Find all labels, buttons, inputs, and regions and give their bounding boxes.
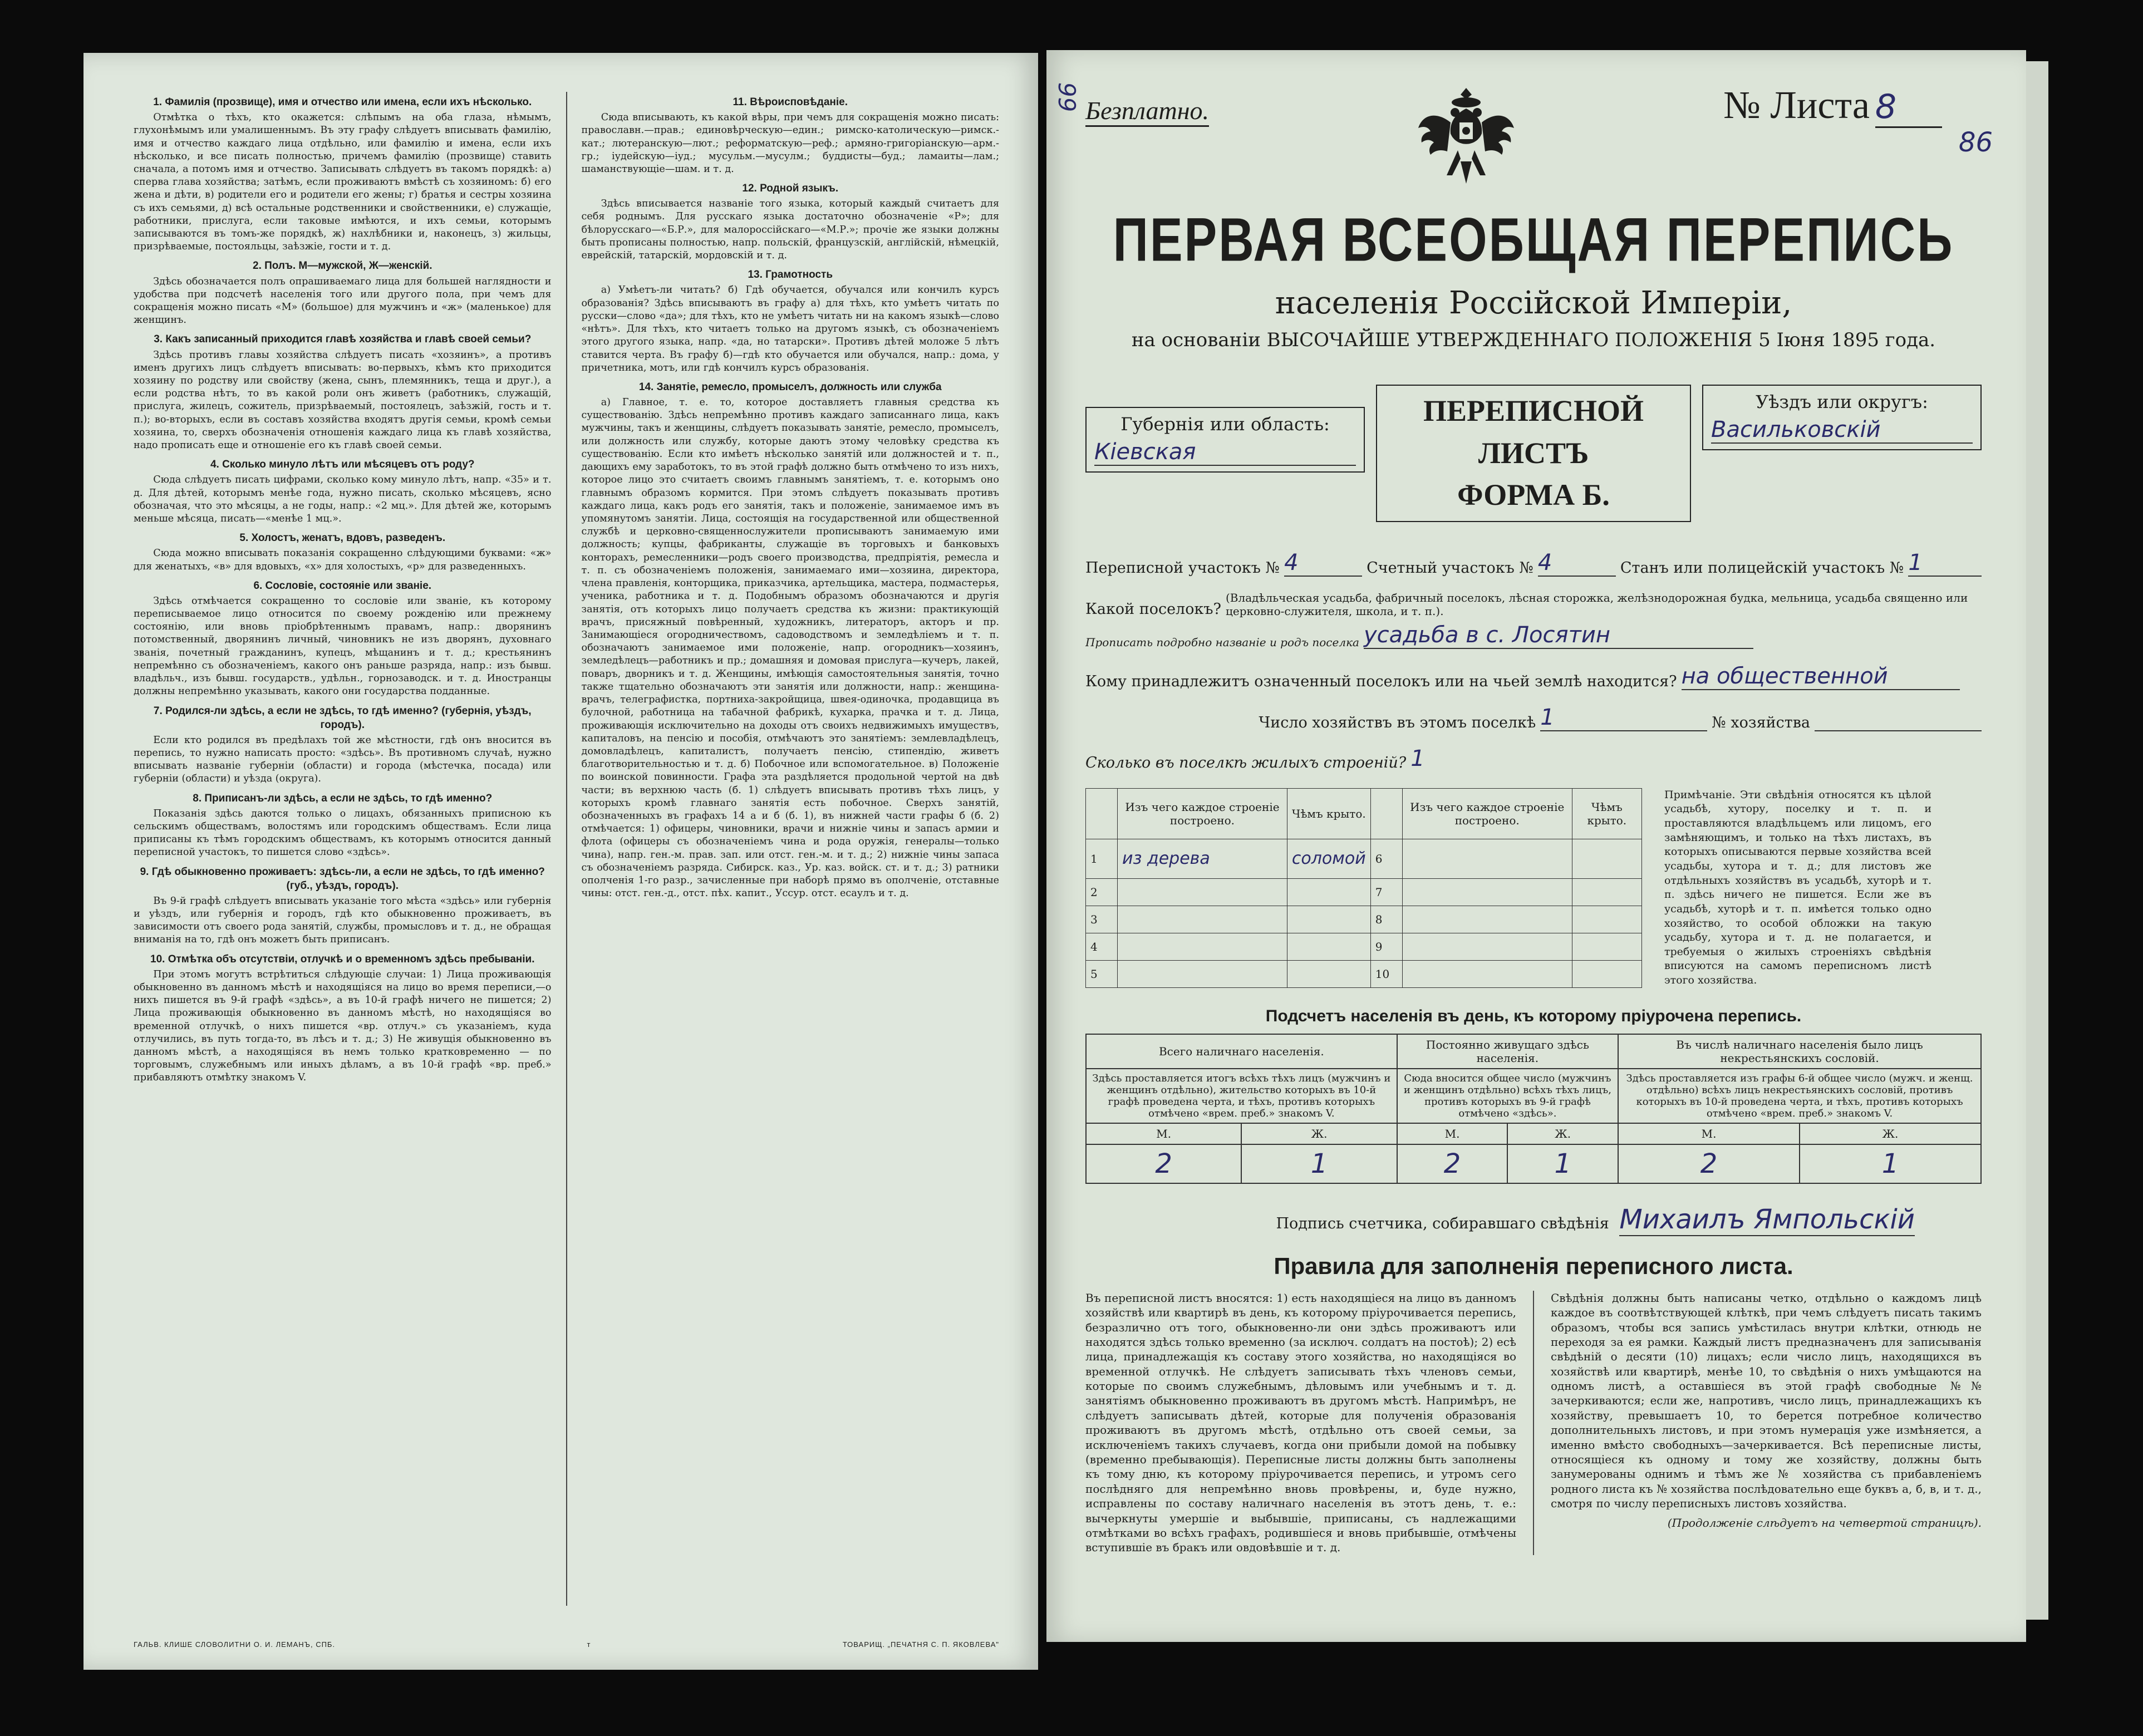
zh-label: Ж. — [1507, 1123, 1618, 1144]
section-text: Сюда можно вписывать показанія сокращенно слѣдующими буквами: «ж» для женатыхъ, «в» для вдовыхъ, «х» для холостыхъ, «р» для разведенныхъ. — [134, 548, 552, 572]
uezd-label: Уѣздъ или округъ: — [1756, 391, 1928, 412]
population-count-table — [1085, 1034, 1982, 1184]
section-8 — [134, 791, 552, 859]
resident-zh-value: 1 — [1507, 1144, 1618, 1183]
section-text: а) Умѣетъ-ли читать? б) Гдѣ обучается, обучался или кончилъ курсъ образованія? Здѣсь вписываютъ въ графу а) для тѣхъ, кто умѣетъ читать по русски—слово «да»; для тѣхъ, кто не умѣетъ читать ни на какомъ языкѣ—слово «нѣтъ». Для тѣхъ, кто читаетъ только на другомъ языкѣ, съ обозначеніемъ этого другого языка, напр. «да, но татарски». Противъ дѣтей моложе 5 лѣтъ ставится черта. Въ графу б)—гдѣ кто обучается или обучался, напр.: дома, у причетника, мотъ, или гдѣ кончилъ курсъ образованія. — [581, 284, 999, 373]
header-row — [1085, 83, 1993, 189]
total-m-value: 2 — [1086, 1144, 1241, 1183]
signature-value: Михаилъ Ямпольскій — [1619, 1203, 1915, 1235]
section-heading: 5. Холостъ, женатъ, вдовъ, разведенъ. — [239, 532, 446, 544]
rules-column-2 — [1551, 1291, 1982, 1555]
section-heading: 7. Родился-ли здѣсь, а если не здѣсь, то гдѣ именно? (губернія, уѣздъ, городъ). — [153, 705, 532, 731]
section-text: При этомъ могутъ встрѣтиться слѣдующіе случаи: 1) Лица проживающія обыкновенно въ данномъ мѣстѣ и находящіяся на лицо во время переписи,—о нихъ пишется въ 9-й графѣ «здѣсь», а въ 10-й графѣ ничего не пишется; 2) Лица проживающія обыкновенно въ данномъ мѣстѣ, но находящіяся во временной отлучкѣ, о нихъ пишется «вр. отлуч.» съ указаніемъ, куда отлучились, въ путь тогда-то, въ лѣсъ и т. д.; 3) Не живущія обыкновенно въ данномъ мѣстѣ, а находящіяся въ немъ только кратковременно — по торговымъ, служебнымъ или иныхъ дѣламъ, а въ 10-й графѣ «вр. преб.» прибавляютъ отмѣтку знакомъ V. — [134, 968, 552, 1084]
section-heading: 11. Вѣроисповѣданіе. — [733, 96, 848, 108]
row-number: 6 — [1370, 839, 1402, 879]
guberniya-box — [1085, 407, 1365, 473]
section-heading: 4. Сколько минуло лѣтъ или мѣсяцевъ отъ роду? — [210, 459, 475, 471]
section-13 — [582, 268, 1000, 375]
section-10 — [134, 952, 552, 1085]
owner-value: на общественной — [1682, 663, 1960, 690]
poselok-hint2: Прописать подробно названіе и родъ поселка — [1085, 635, 1359, 649]
section-text: Сюда слѣдуетъ писать цифрами, сколько кому минуло лѣтъ, напр. «35» и т. д. Для дѣтей, которымъ менѣе года, нужно писать, сколько мѣсяцевъ, ясно обозначая, что это мѣсяцы, а не годы, напр.: «2 мц.». Для дѣтей же, которымъ меньше мѣсяца, писать—«менѣе 1 мц.». — [134, 474, 552, 524]
form-title-line1: ПЕРЕПИСНОЙ ЛИСТЪ — [1423, 394, 1644, 470]
section-text: Здѣсь отмѣчается сокращенно то сословіе или званіе, къ которому переписываемое лицо относится по своему рожденію или прежнему состоянію, или вновь пріобрѣтеннымъ правамъ, напр.: дворянинъ потомственный, дворянинъ личный, чиновникъ не изъ дворянъ, духовнаго званія, почетный гражданинъ, купецъ, мѣщанинъ и т. д.; крестьянинъ непремѣнно съ обозначеніемъ, какого онъ раньше разряда, напр.: изъ бывш. владѣльч., изъ бывш. государств., удѣльн., горнозаводск. и т. д. Иностранцы должны непремѣнно указывать, какого они государства подданные. — [134, 595, 552, 697]
section-heading: 10. Отмѣтка объ отсутствіи, отлучкѣ и о временномъ здѣсь пребываніи. — [150, 953, 535, 965]
form-title — [1376, 385, 1691, 522]
section-2 — [134, 259, 552, 327]
section-heading: 2. Полъ. М—мужской, Ж—женскій. — [253, 260, 432, 272]
imperial-eagle-icon — [1416, 83, 1516, 189]
row-number: 3 — [1086, 906, 1118, 933]
rules-continuation: (Продолженіе слѣдуетъ на четвертой страницѣ). — [1667, 1516, 1982, 1530]
section-heading: 1. Фамилія (прозвище), имя и отчество или имена, если ихъ нѣсколько. — [153, 96, 532, 108]
section-text: а) Главное, т. е. то, которое доставляетъ главныя средства къ существованію. Здѣсь непремѣнно противъ каждаго записаннаго лица, какъ мужчины, такъ и женщины, слѣдуетъ показывать занятіе, ремесло, промыселъ, или должность или службу, которые даютъ этому человѣку средства къ существованію. Если кто имѣетъ нѣсколько занятій или должностей и т. п., дающихъ ему заработокъ, то въ этой графѣ должно быть отмѣчено то изъ нихъ, которое лицо это считаетъ своимъ главнымъ занятіемъ, т. е. которымъ оно главнымъ образомъ кормится. При этомъ слѣдуетъ показывать противъ каждаго лица, какъ родъ его занятія, такъ и положеніе, занимаемое имъ въ упомянутомъ занятіи. Лица, состоящія на государственной или общественной службѣ и церковно-священнослужители прописываютъ занимаемую ими должность; купцы, фабриканты, служащіе въ торговыхъ и банковыхъ конторахъ, ремесленники—родъ своего производства, предпріятія, ремесла и т. п. съ обозначеніемъ положенія, занимаемаго ими—хозяина, директора, члена правленія, конторщика, приказчика, артельщика, мастера, подмастерья, ученика, работника и т. д. Подобнымъ образомъ обозначаются и другія занятія, отъ которыхъ лицо получаетъ средства къ жизни: практикующій врачъ, присяжный повѣренный, художникъ, литераторъ, акторъ и пр. Занимающіеся огородничествомъ, садоводствомъ и земледѣліемъ и т. п. обозначаютъ занимаемое ими положеніе, напр. огородникъ—хозяинъ, земледѣлецъ—работникъ и пр.; домашняя и домовая прислуга—кучеръ, лакей, поваръ, дворникъ и т. д. Женщины, имѣющія самостоятельныя занятія, точно также тщательно обозначаютъ эти занятія или должности, напр.: женщина-врачъ, телеграфистка, портниха-закройщица, швея-одиночка, продавщица въ булочной, работница на табачной фабрикѣ, кухарка, прачка и т. д. Лица, проживающія исключительно на доходы отъ своихъ недвижимыхъ имуществъ, капиталовъ, на пенсію и пособія, отмѣчаютъ это занятіемъ: землевладѣлецъ, домовладѣлецъ, капиталистъ, получаетъ пенсію, стипендію, живетъ благотворительностью и т. д. б) Побочное или вспомогательное. в) Положеніе по воинской повинности. Графа эта раздѣляется продольной чертой на двѣ части; въ верхнюю часть (б. 1) слѣдуетъ вписывать противъ тѣхъ лицъ, у которыхъ кромѣ главнаго занятія есть побочное. Сверхъ занятій, обозначенныхъ въ графахъ 14 а и б (б. 1), въ нижней части графы б (б. 2) отмѣчается: 1) офицеры, чиновники, врачи и нижніе чины и запасъ армии и флота (офицеры съ обозначеніемъ чина и рода оружія, генералы—только чина), напр. ген.-м. прав. зап. или отст. ген.-м. и т. д.; 2) нижніе чины запаса съ обозначеніемъ разряда. Сибирск. каз., Ур. каз. войск. ст. и т. д.; 3) ратники ополченія 1-го разр., зачисленные при наборѣ прямо въ ополченіе, отставные чины: отст. ген.-д., отст. пѣх. капит., Уссур. отст. есаулъ и т. д. — [581, 397, 999, 899]
table-row — [1086, 839, 1642, 879]
section-6 — [134, 579, 552, 699]
census-subtitle: населенія Россійской Имперіи, — [1275, 285, 1792, 321]
uezd-box — [1702, 385, 1982, 450]
free-label: Безплатно. — [1085, 96, 1209, 127]
bld-head-roof-2: Чѣмъ крыто. — [1572, 788, 1641, 839]
section-5 — [134, 531, 552, 573]
m-label: М. — [1086, 1123, 1241, 1144]
margin-number: 86 — [1958, 127, 1993, 158]
district-line — [1085, 550, 1982, 577]
table-row — [1086, 878, 1642, 906]
row-number: 2 — [1086, 878, 1118, 906]
row-number: 8 — [1370, 906, 1402, 933]
zh-label: Ж. — [1800, 1123, 1981, 1144]
form-header-row — [1085, 385, 1982, 522]
buildings-label: Сколько въ поселкѣ жилыхъ строеній? — [1085, 754, 1407, 771]
bld-head-roof: Чѣмъ крыто. — [1287, 788, 1370, 839]
count-col1-head: Всего наличнаго населенія. — [1086, 1034, 1397, 1069]
row-number: 4 — [1086, 933, 1118, 960]
section-heading: 14. Занятіе, ремесло, промыселъ, должность или служба — [638, 381, 942, 393]
rules-columns — [1085, 1291, 1982, 1555]
form-title-line2: ФОРМА Б. — [1457, 478, 1610, 512]
row-number: 7 — [1370, 878, 1402, 906]
left-page-columns — [134, 92, 999, 1606]
census-basis: на основаніи ВЫСОЧАЙШЕ УТВЕРЖДЕННАГО ПОЛОЖЕНІЯ 5 Іюня 1895 года. — [1131, 329, 1936, 351]
page-mark: т — [587, 1640, 591, 1649]
section-heading: 13. Грамотность — [748, 269, 833, 281]
guberniya-label: Губернія или область: — [1120, 414, 1330, 435]
buildings-table — [1085, 788, 1642, 988]
buildings-note: Примѣчаніе. Эти свѣдѣнія относятся къ цѣлой усадьбѣ, хутору, поселку и т. п. и проставляются владѣльцемъ или лицомъ, его замѣняющимъ, и только на тѣхъ листахъ, въ которыхъ описываются первые хозяйства всей усадьбы, хутора и т. д.; для листовъ же отдѣльныхъ хозяйствъ въ усадьбѣ, хуторѣ и т. п. здѣсь ничего не пишется. Если же въ усадьбѣ, хуторѣ и т. п. имѣется только одно хозяйство, то особой обложки на такую усадьбу, хутора и т. д. не полагается, и требуемыя о жилыхъ строеніяхъ свѣдѣнія вписуются на самомъ переписномъ листѣ этого хозяйства. — [1664, 788, 1931, 987]
m-label: М. — [1618, 1123, 1800, 1144]
poselok-value: усадьба в с. Лосятин — [1364, 622, 1753, 649]
section-1 — [134, 95, 552, 253]
section-text: Сюда вписывають, къ какой вѣры, при чемъ для сокращенія можно писать: православн.—прав.; единовѣрческую—един.; римско-католическую—римск.-кат.; лютеранскую—лют.; реформатскую—реф.; армяно-григоріанскую—арм.-гр.; іудейскую—іуд.; мусульм.—мусулм.; буддисты—буд.; ламаиты—лам.; шаманствующіе—шам. и т. д. — [581, 112, 999, 175]
buildings-value: 1 — [1410, 745, 1425, 771]
nonpeasant-m-value: 2 — [1618, 1144, 1800, 1183]
stan-label: Станъ или полицейскій участокъ № — [1620, 559, 1904, 577]
households-line — [1085, 705, 1982, 731]
row-number: 1 — [1086, 839, 1118, 879]
guberniya-value: Кіевская — [1094, 439, 1356, 466]
section-heading: 6. Сословіе, состояніе или званіе. — [253, 579, 432, 592]
household-no-value — [1815, 730, 1982, 731]
m-label: М. — [1397, 1123, 1508, 1144]
buildings-section — [1085, 788, 1982, 988]
rules-divider — [1533, 1291, 1534, 1555]
buildings-line — [1085, 746, 1982, 771]
left-page-footer — [134, 1640, 999, 1649]
row-number: 5 — [1086, 960, 1118, 987]
poselok-hint: (Владѣльческая усадьба, фабричный поселокъ, лѣсная сторожка, желѣзнодорожная будка, мельница, усадьба священно или церковно-служителя, школа, и т. п.). — [1226, 591, 1968, 618]
zh-label: Ж. — [1241, 1123, 1397, 1144]
rules-title: Правила для заполненія переписного листа. — [1274, 1252, 1793, 1279]
perepisnoy-label: Переписной участокъ № — [1085, 559, 1280, 577]
roof-cell: соломой — [1287, 839, 1370, 879]
row-number: 9 — [1370, 933, 1402, 960]
table-row — [1086, 933, 1642, 960]
household-no-label: № хозяйства — [1712, 714, 1810, 731]
uezd-value: Васильковскій — [1711, 417, 1973, 444]
column-divider — [566, 92, 567, 1606]
owner-line — [1085, 663, 1982, 690]
section-text: Здѣсь обозначается полъ опрашиваемаго лица для большей наглядности и удобства при подсчетѣ населенія того или другого пола, при чемъ для сокращенія можно писать «М» (большое) для мужчинъ и «ж» (маленькое) для женщинъ. — [134, 276, 552, 326]
nonpeasant-zh-value: 1 — [1800, 1144, 1981, 1183]
sheet-number-label: № Листа — [1723, 84, 1870, 127]
resident-m-value: 2 — [1397, 1144, 1508, 1183]
section-14 — [582, 380, 1000, 901]
section-heading: 8. Приписанъ-ли здѣсь, а если не здѣсь, то гдѣ именно? — [193, 792, 493, 804]
count-col1-desc: Здѣсь проставляется итогъ всѣхъ тѣхъ лицъ (мужчинъ и женщинъ отдѣльно), жительство которыхъ въ 10-й графѣ проведена черта, и тѣхъ, противъ которыхъ отмѣчено «врем. преб.» знакомъ V. — [1086, 1069, 1397, 1123]
households-value: 1 — [1540, 705, 1707, 731]
schetny-label: Счетный участокъ № — [1367, 559, 1533, 577]
settlement-line — [1085, 591, 1982, 618]
count-col3-head: Въ числѣ наличнаго населенія было лицъ некрестьянскихъ сословій. — [1618, 1034, 1981, 1069]
left-page — [83, 53, 1038, 1670]
section-7 — [134, 704, 552, 786]
settlement-value-line — [1085, 622, 1982, 649]
printer-imprint-right: ТОВАРИЩ. „ПЕЧАТНЯ С. П. ЯКОВЛЕВА" — [842, 1640, 999, 1649]
count-col3-desc: Здѣсь проставляется изъ графы 6-й общее число (мужч. и женщ. отдѣльно) всѣхъ лицъ некрестьянскихъ сословій, противъ которыхъ въ 10-й проведена черта, и тѣхъ, противъ которыхъ отмѣчено «врем. преб.» знакомъ V. — [1618, 1069, 1981, 1123]
owner-label: Кому принадлежитъ означенный поселокъ или на чьей землѣ находится? — [1085, 672, 1677, 690]
section-heading: 9. Гдѣ обыкновенно проживаетъ: здѣсь-ли, а если не здѣсь, то гдѣ именно? (губ., уѣздъ, городъ). — [140, 865, 545, 892]
section-3 — [134, 332, 552, 452]
poselok-label: Какой поселокъ? — [1085, 600, 1221, 618]
section-text: Здѣсь противъ главы хозяйства слѣдуетъ писать «хозяинъ», а противъ именъ другихъ лицъ слѣдуетъ вписывать: во-первыхъ, кѣмъ кто приходится хозяину по родству или свойству (жена, сынъ, племянникъ, теща и друг.), а если родства нѣтъ, то въ какой роли онъ живетъ (работникъ, служащій, прислуга, жилецъ, сожитель, призрѣваемый, постоялецъ, заѣзжій, гость и т. п.); во-вторыхъ, если въ составъ хозяйства входятъ другія семьи, кромѣ семьи хозяина, то, сверхъ обозначенія отношенія каждаго лица къ главѣ хозяйства, надо прописать еще и отношеніе его къ главѣ своей семьи. — [134, 349, 552, 451]
section-11 — [582, 95, 1000, 176]
count-title: Подсчетъ населенія въ день, къ которому пріурочена перепись. — [1265, 1006, 1802, 1025]
bld-head-material: Изъ чего каждое строеніе построено. — [1118, 788, 1287, 839]
households-label: Число хозяйствъ въ этомъ поселкѣ — [1259, 714, 1536, 731]
signature-line — [1085, 1204, 1982, 1236]
count-col2-desc: Сюда вносится общее число (мужчинъ и женщинъ отдѣльно) всѣхъ тѣхъ лицъ, противъ которыхъ въ 9-й графѣ отмѣчено «здѣсь». — [1397, 1069, 1618, 1123]
row-number: 10 — [1370, 960, 1402, 987]
page-stack-edge — [2026, 61, 2048, 1620]
rules-column-1: Въ переписной листъ вносятся: 1) есть находящіеся на лицо въ данномъ хозяйствѣ или квартирѣ въ день, къ которому пріурочивается перепись, безразлично отъ того, обыкновенно-ли они здѣсь проживаютъ или находятся здѣсь только временно (за исключ. солдатъ на постоѣ); 2) есѣ лица, принадлежащія къ составу этого хозяйства, но находящіяся во временной отлучкѣ. Не слѣдуетъ записывать тѣхъ членовъ семьи, которые по своимъ служебнымъ, дѣловымъ или учебнымъ и т. д. занятіямъ обыкновенно проживаютъ въ другомъ мѣстѣ. Напримѣръ, не слѣдуетъ записывать дѣтей, которые для полученія образованія проживаютъ въ другомъ мѣстѣ, отдѣльно отъ своей семьи, за исключеніемъ такихъ случаевъ, когда они прибыли домой на побывку (временно пребывающія). Переписные листы должны быть заполнены къ тому дню, къ которому пріурочивается перепись, и утромъ сего послѣдняго для непремѣнно вновь провѣрены, и, буде нужно, исправлены по составу наличнаго населенія въ этотъ день, т. е.: вычеркнуты умершіе и выбывшіе, приписаны, съ надлежащими отмѣтками во всѣхъ графахъ, родившіеся и вновь прибывшіе, отмѣчены вступившіе въ бракъ или овдовѣвшіе и т. д. — [1085, 1291, 1516, 1555]
bld-head-material-2: Изъ чего каждое строеніе построено. — [1402, 788, 1572, 839]
right-page — [1046, 50, 2026, 1642]
section-heading: 3. Какъ записанный приходится главѣ хозяйства и главѣ своей семьи? — [154, 333, 532, 346]
sheet-number-block — [1723, 83, 1993, 158]
left-column-2 — [582, 92, 1000, 1606]
table-row — [1086, 1144, 1981, 1183]
section-text: Отмѣтка о тѣхъ, кто окажется: слѣпымъ на оба глаза, нѣмымъ, глухонѣмымъ или умалишеннымъ. Въ эту графу слѣдуетъ вписывать фамилію, имя и отчество каждаго лица отдѣльно, или фамилію и имена, если ихъ нѣсколько, и все писать полностью, причемъ фамилію (прозвище) ставить сначала, а потомъ имя и отчество. Записывать слѣдуетъ въ такомъ порядкѣ: а) сперва глава хозяйства; затѣмъ, если проживаютъ вмѣстѣ съ хозяиномъ: б) его жена и дѣти, в) родители его и родители его жены; г) братья и сестры хозяина съ ихъ семьями, д) всѣ остальные родственники и свойственники, е) служащіе, работники, прислуга, если таковые имѣются, и ихъ семьи, которымъ записываются въ томъ-же порядкѣ, ж) нахлѣбники и, наконецъ, з) жильцы, призрѣваемые, постояльцы, заѣзжіе, гости и т. д. — [134, 112, 552, 253]
rules-column-2-text: Свѣдѣнія должны быть написаны четко, отдѣльно о каждомъ лицѣ каждое въ соотвѣтствующей клѣткѣ, при чемъ слѣдуетъ писать такимъ образомъ, чтобы вся запись умѣстилась внутри клѣтки, отнюдь не переходя за ея рамки. Каждый листъ предназначенъ для записыванія свѣдѣній о десяти (10) лицахъ; если число лицъ, находящихся въ хозяйствѣ или квартирѣ, менѣе 10, то свѣдѣнія о нихъ умѣщаются на одномъ листѣ, а оставшіеся въ этой графѣ свободные №№ зачеркиваются; если же, напротивъ, число лицъ, принадлежащихъ къ хозяйству, превышаетъ 10, то берется потребное количество дополнительныхъ листовъ, и при этомъ нумерація уже измѣняется, а именно вмѣсто свободныхъ—зачеркивается. Всѣ переписные листы, относящіеся къ одному и тому же хозяйству, должны быть занумерованы однимъ и тѣмъ же № хозяйства съ прибавленіемъ родного листа къ № хозяйства послѣдовательно еще буквъ а, б, в, и т. д., смотря по числу переписныхъ листовъ хозяйства. — [1551, 1291, 1982, 1511]
printer-imprint-left: ГАЛЬВ. КЛИШЕ СЛОВОЛИТНИ О. И. ЛЕМАНЪ, СПБ. — [134, 1640, 336, 1649]
section-heading: 12. Родной языкъ. — [742, 183, 839, 195]
spine-number: 99 — [1053, 82, 1081, 112]
section-text: Показанія здѣсь даются только о лицахъ, обязанныхъ приписною къ сельскимъ обществамъ, волостямъ или городскимъ обществамъ. Если лица приписаны къ тѣмъ городскимъ обществамъ, къ которымъ относится данный переписной участокъ, то пишется слово «здѣсь». — [134, 808, 552, 858]
material-cell: из дерева — [1118, 839, 1287, 879]
section-9 — [134, 865, 552, 947]
total-zh-value: 1 — [1241, 1144, 1397, 1183]
census-title: ПЕРВАЯ ВСЕОБЩАЯ ПЕРЕПИСЬ — [1113, 205, 1954, 274]
section-text: Если кто родился въ предѣлахъ той же мѣстности, гдѣ онъ вносится въ перепись, то нужно написать просто: «здѣсь». Въ противномъ случаѣ, нужно вписывать названіе губерніи (области) и города (мѣстечка, посада) или губерніи (области) и уѣзда (округа). — [134, 734, 552, 785]
section-text: Въ 9-й графѣ слѣдуетъ вписывать указаніе того мѣста «здѣсь» или губернія и уѣздъ, или губернія и городъ, гдѣ кто обыкновенно проживаетъ, въ зависимости отъ своего рода занятій, службы, промысловъ и т. д., не обращая вниманія на то, гдѣ онъ можетъ быть приписанъ. — [134, 895, 552, 946]
stan-value: 1 — [1908, 550, 1982, 577]
schetny-value: 4 — [1538, 550, 1616, 577]
section-12 — [582, 181, 1000, 262]
left-column-1 — [134, 92, 552, 1606]
perepisnoy-value: 4 — [1284, 550, 1362, 577]
section-text: Здѣсь вписывается названіе того языка, который каждый считаетъ для себя роднымъ. Для русскаго языка достаточно обозначеніе «Р»; для бѣлорусскаго—«Б.Р.», для малороссійскаго—«М.Р.»; прочіе же языки должны быть прописаны полностью, напр. польскій, французскій, англійскій, нѣмецкій, еврейскій, татарскій, мордовскій и т. д. — [581, 198, 999, 262]
signature-label: Подпись счетчика, собиравшаго свѣдѣнія — [1276, 1214, 1609, 1232]
table-row — [1086, 906, 1642, 933]
table-row — [1086, 960, 1642, 987]
section-4 — [134, 458, 552, 525]
sheet-number-value: 8 — [1875, 87, 1942, 128]
count-col2-head: Постоянно живущаго здѣсь населенія. — [1397, 1034, 1618, 1069]
